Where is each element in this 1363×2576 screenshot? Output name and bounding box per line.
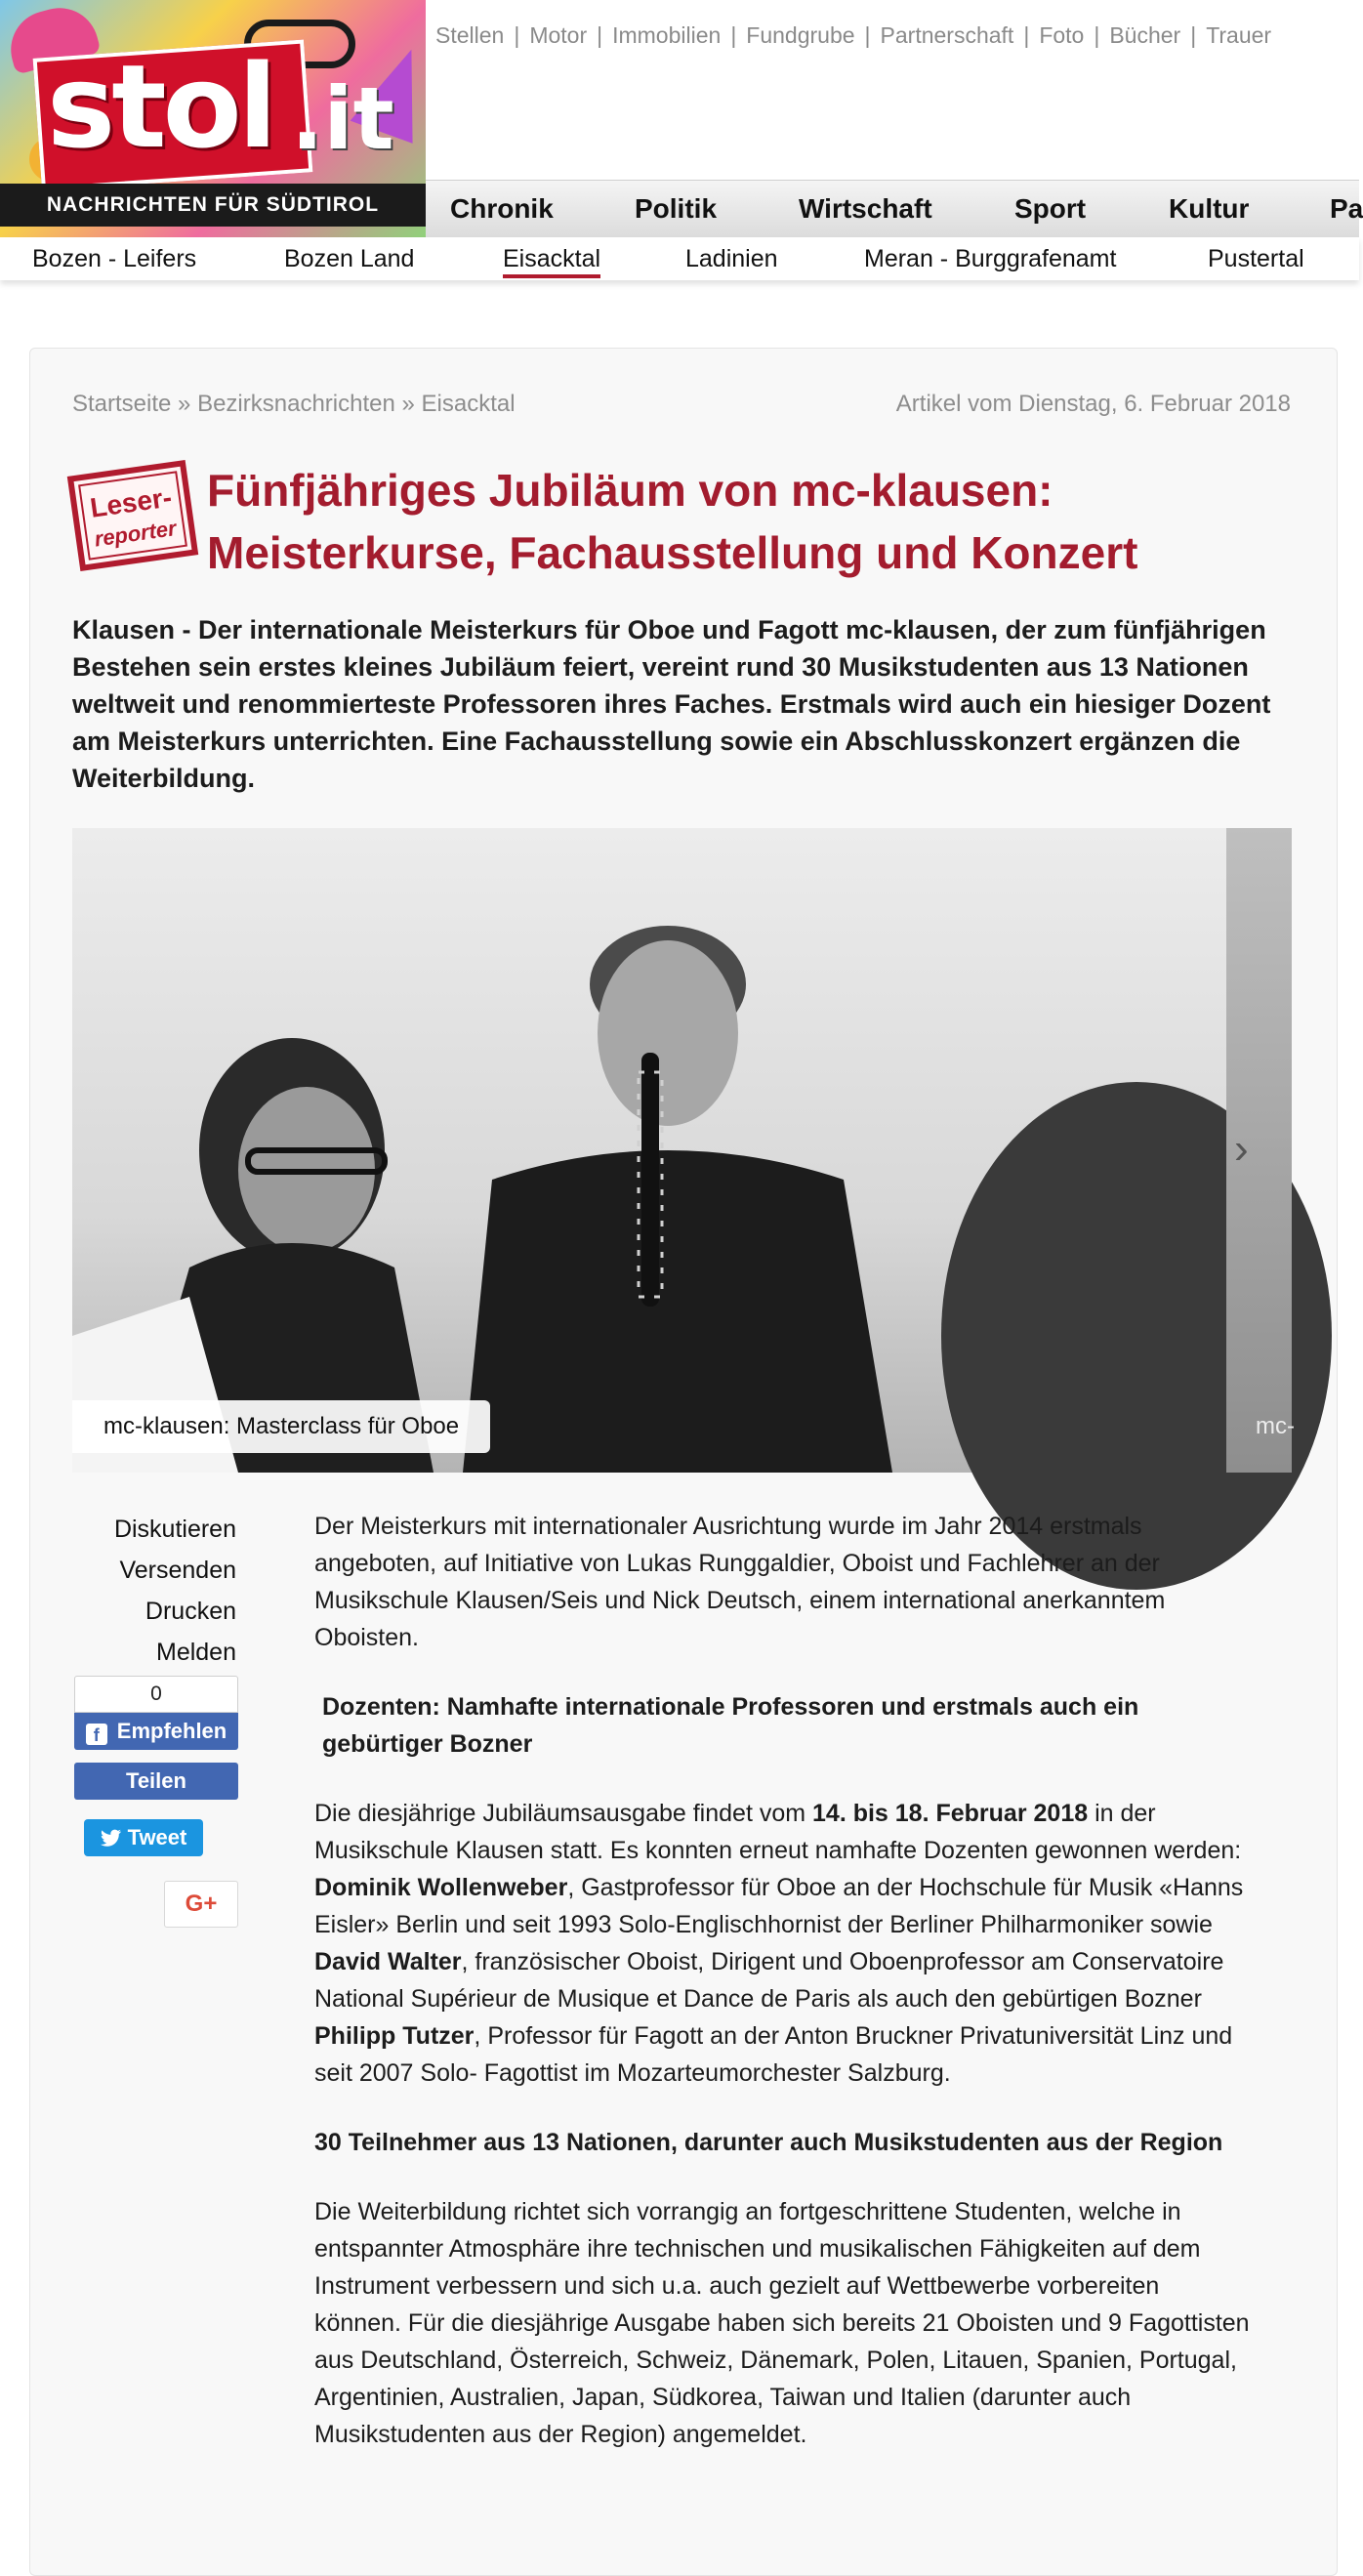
body-paragraph-2 <box>314 1795 1252 2092</box>
twitter-bird-icon <box>101 1829 122 1847</box>
district-eisacktal[interactable]: Eisacktal <box>503 237 600 278</box>
nav-item-wirtschaft[interactable]: Wirtschaft <box>799 193 932 224</box>
separator: | <box>597 22 603 48</box>
action-drucken[interactable]: Drucken <box>145 1598 236 1625</box>
facebook-like-label: Empfehlen <box>116 1719 227 1743</box>
separator: | <box>514 22 520 48</box>
action-diskutieren[interactable]: Diskutieren <box>113 1516 236 1543</box>
facebook-icon: f <box>86 1724 107 1745</box>
tweet-label: Tweet <box>127 1825 187 1849</box>
tweet-button[interactable] <box>84 1819 203 1856</box>
district-meran-burggrafenamt[interactable]: Meran - Burggrafenamt <box>864 245 1117 272</box>
service-link-fundgrube[interactable]: Fundgrube <box>746 22 855 48</box>
nav-item-politik-more[interactable]: Pa <box>1330 193 1363 224</box>
gallery-next-arrow-icon[interactable]: › <box>1234 1125 1249 1173</box>
service-link-stellen[interactable]: Stellen <box>435 22 505 48</box>
logo-domain: .it <box>291 68 394 169</box>
district-ladinien[interactable]: Ladinien <box>685 245 778 272</box>
facebook-like-button[interactable] <box>74 1713 238 1750</box>
site-logo[interactable] <box>0 0 426 240</box>
p2-name-tutzer: Philipp Tutzer <box>314 2022 475 2050</box>
service-links <box>435 20 1271 51</box>
gallery-photo[interactable] <box>72 828 1226 1473</box>
p2-text-2: in der Musikschule Klausen statt. Es konnten erneut namhafte Dozenten gewonnen werden: <box>314 1800 1242 1864</box>
separator: | <box>864 22 871 48</box>
article-lead: Klausen - Der internationale Meisterkurs für Oboe und Fagott mc-klausen, der zum fünfjährigen Bestehen sein erstes kleines Jubiläum feiert, vereint rund 30 Musikstudenten aus 13 Nationen weltweit und renommierteste Professoren ihres Faches. Erstmals wird auch ein hiesiger Dozent am Meisterkurs unterrichten. Eine Fachausstellung sowie ein Abschlusskonzert ergänzen die Weiterbildung. <box>72 615 1271 793</box>
google-plus-button[interactable]: G+ <box>164 1881 238 1928</box>
nav-item-sport[interactable]: Sport <box>1014 193 1087 224</box>
p2-text-5: , Professor für Fagott an der Anton Bruckner Privatuniversität Linz und seit 2007 Solo- Fagottist im Mozarteumorchester Salzburg. <box>314 2022 1233 2087</box>
separator: | <box>730 22 737 48</box>
gallery-caption: mc-klausen: Masterclass für Oboe <box>72 1400 490 1453</box>
service-link-foto[interactable]: Foto <box>1039 22 1085 48</box>
site-header <box>0 0 1363 283</box>
p2-date: 14. bis 18. Februar 2018 <box>812 1800 1089 1827</box>
article-actions <box>59 1509 236 1673</box>
subheading-dozenten: Dozenten: Namhafte internationale Professoren und erstmals auch ein gebürtiger Bozner <box>322 1693 1139 1758</box>
p2-name-wollenweber: Dominik Wollenweber <box>314 1874 568 1901</box>
service-link-motor[interactable]: Motor <box>529 22 588 48</box>
action-melden[interactable]: Melden <box>156 1639 236 1666</box>
image-gallery[interactable] <box>72 828 1295 1473</box>
district-bozen-land[interactable]: Bozen Land <box>284 245 415 272</box>
action-versenden[interactable]: Versenden <box>119 1557 236 1584</box>
p2-text-3: , Gastprofessor für Oboe an der Hochschule für Musik «Hanns Eisler» Berlin und seit 1993 Solo-Englischhornist der Berliner Philharmoniker sowie <box>314 1874 1244 1938</box>
article-date: Artikel vom Dienstag, 6. Februar 2018 <box>895 391 1291 417</box>
service-link-partnerschaft[interactable]: Partnerschaft <box>880 22 1014 48</box>
nav-item-kultur[interactable]: Kultur <box>1169 193 1250 224</box>
article-title: Fünfjähriges Jubiläum von mc-klausen: Meisterkurse, Fachausstellung und Konzert <box>207 465 1138 578</box>
logo-wordmark: stol <box>47 39 274 174</box>
nav-item-chronik[interactable]: Chronik <box>450 193 554 224</box>
service-link-trauer[interactable]: Trauer <box>1206 22 1272 48</box>
p2-name-walter: David Walter <box>314 1948 462 1975</box>
district-navigation <box>0 237 1359 280</box>
p2-text-1: Die diesjährige Jubiläumsausgabe findet vom <box>314 1800 813 1827</box>
facebook-share-button[interactable]: Teilen <box>74 1763 238 1800</box>
body-paragraph-3: Die Weiterbildung richtet sich vorrangig an fortgeschrittene Studenten, welche in entspannter Atmosphäre ihre technischen und musikalischen Fähigkeiten auf dem Instrument verbessern und sich u.a. auch gezielt auf Wettbewerbe vorbereiten können. Für die diesjährige Ausgabe haben sich bereits 21 Oboisten und 9 Fagottisten aus Deutschland, Österreich, Schweiz, Dänemark, Polen, Litauen, Spanien, Portugal, Argentinien, Australien, Japan, Südkorea, Taiwan und Italien (darunter auch Musikstudenten aus der Region) angemeldet. <box>314 2198 1250 2448</box>
district-pustertal[interactable]: Pustertal <box>1208 245 1304 272</box>
gallery-next-caption: mc- <box>1256 1413 1295 1439</box>
logo-tagline: NACHRICHTEN FÜR SÜDTIROL <box>0 184 426 227</box>
leserreporter-badge-icon <box>66 459 200 572</box>
service-link-immobilien[interactable]: Immobilien <box>612 22 722 48</box>
body-paragraph-1: Der Meisterkurs mit internationaler Ausrichtung wurde im Jahr 2014 erstmals angeboten, auf Initiative von Lukas Runggaldier, Oboist und Fachlehrer an der Musikschule Klausen/Seis und Nick Deutsch, einem international anerkanntem Oboisten. <box>314 1513 1166 1651</box>
nav-item-politik[interactable]: Politik <box>635 193 718 224</box>
service-link-buecher[interactable]: Bücher <box>1109 22 1181 48</box>
separator: | <box>1190 22 1197 48</box>
article-body <box>314 1508 1252 2485</box>
separator: | <box>1094 22 1100 48</box>
main-navigation <box>426 180 1363 238</box>
separator: | <box>1023 22 1030 48</box>
facebook-like-count: 0 <box>74 1676 238 1713</box>
district-bozen-leifers[interactable]: Bozen - Leifers <box>32 245 197 272</box>
subheading-teilnehmer: 30 Teilnehmer aus 13 Nationen, darunter auch Musikstudenten aus der Region <box>314 2129 1223 2156</box>
badge-line-2: reporter <box>93 516 179 552</box>
badge-line-1: Leser- <box>88 481 174 523</box>
p2-text-4: , französischer Oboist, Dirigent und Oboenprofessor am Conservatoire National Supérieur de Musique et Dance de Paris als auch den gebürtigen Bozner <box>314 1948 1224 2013</box>
breadcrumb[interactable]: Startseite » Bezirksnachrichten » Eisacktal <box>72 391 516 417</box>
